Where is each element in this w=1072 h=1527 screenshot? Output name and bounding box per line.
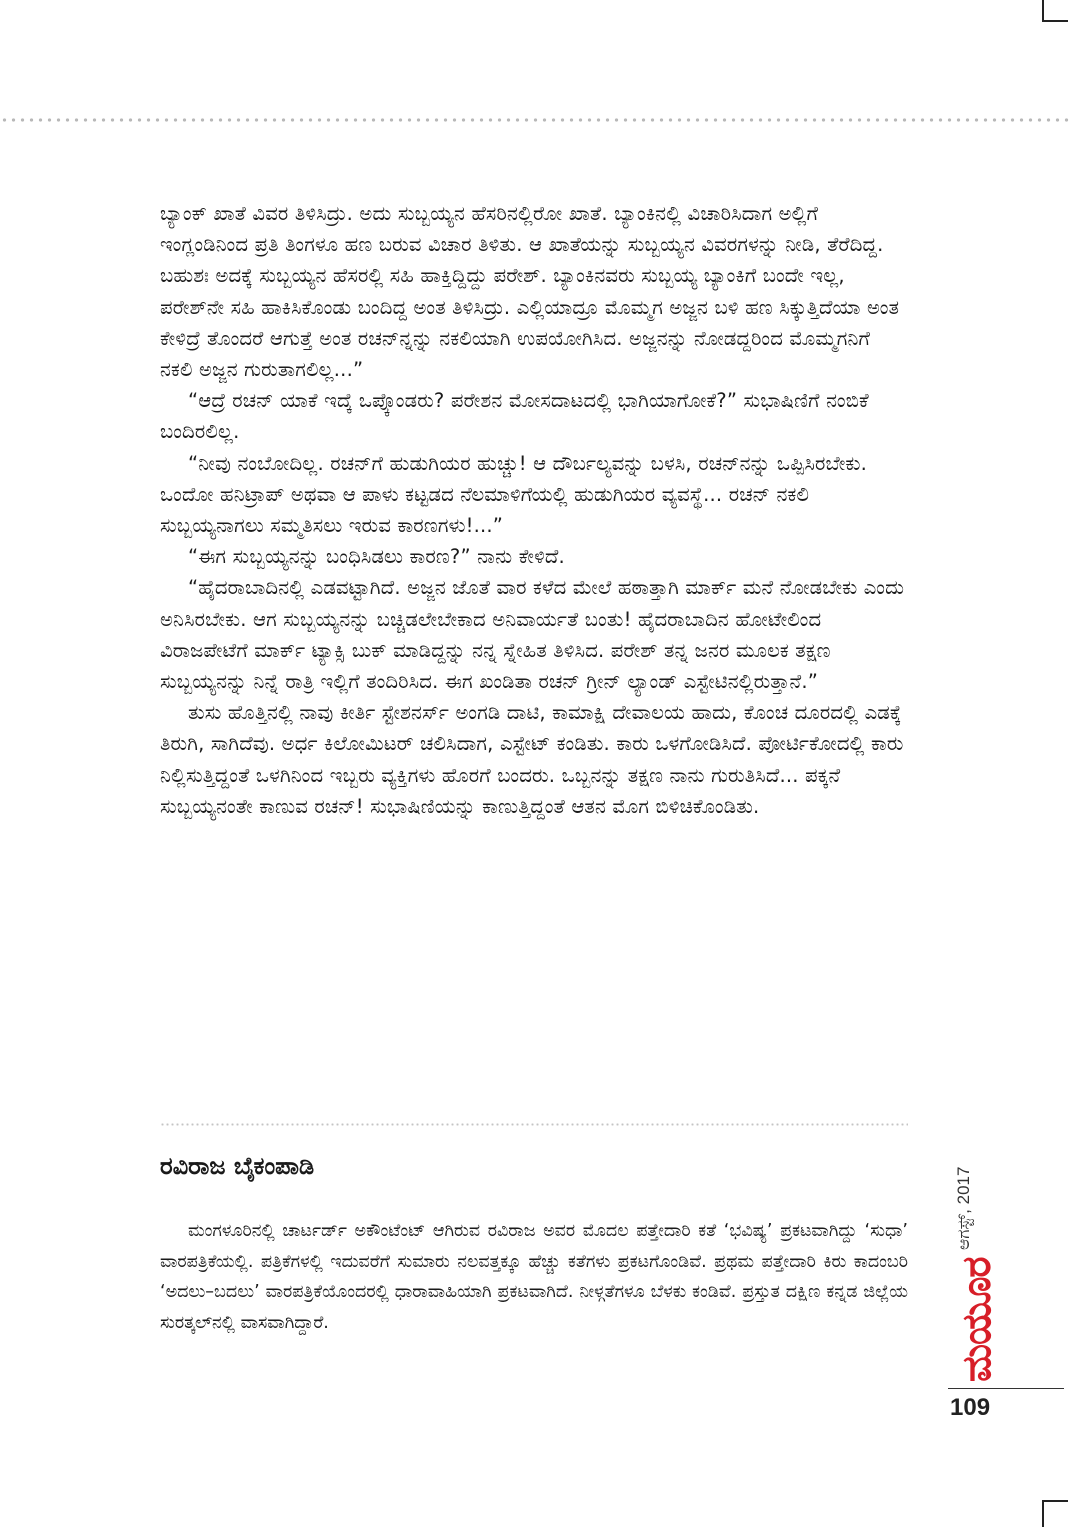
story-paragraph-6: ತುಸು ಹೊತ್ತಿನಲ್ಲಿ ನಾವು ಕೀರ್ತಿ ಸ್ಟೇಶನರ್ಸ್ ಅಂಗಡಿ ದಾಟಿ, ಕಾಮಾಕ್ಷಿ ದೇವಾಲಯ ಹಾದು, ಕೊಂಚ ದೂರದಲ್ಲಿ ಎಡಕ್ಕೆ ತಿರುಗಿ, ಸಾಗಿದೆವು. ಅರ್ಧ ಕಿಲೋಮಿಟರ್ ಚಲಿಸಿದಾಗ, ಎಸ್ಟೇಟ್ ಕಂಡಿತು. ಕಾರು ಒಳಗೋಡಿಸಿದೆ. ಪೋರ್ಟಿಕೋದಲ್ಲಿ ಕಾರು ನಿಲ್ಲಿಸುತ್ತಿದ್ದಂತೆ ಒಳಗಿನಿಂದ ಇಬ್ಬರು ವ್ಯಕ್ತಿಗಳು ಹೊರಗೆ ಬಂದರು. ಒಬ್ಬನನ್ನು ತಕ್ಷಣ ನಾನು ಗುರುತಿಸಿದೆ... ಪಕ್ಕನೆ ಸುಬ್ಬಯ್ಯನಂತೇ ಕಾಣುವ ರಚನ್! ಸುಭಾಷಿಣಿಯನ್ನು ಕಾಣುತ್ತಿದ್ದಂತೆ ಆತನ ಮೊಗ ಬಿಳಿಚಿಕೊಂಡಿತು. [160, 701, 904, 818]
author-bio [160, 1216, 908, 1338]
page-number: 109 [950, 1394, 991, 1421]
story-body [160, 198, 908, 822]
story-paragraph-4: “ಈಗ ಸುಬ್ಬಯ್ಯನನ್ನು ಬಂಧಿಸಿಡಲು ಕಾರಣ?” ನಾನು ಕೇಳಿದೆ. [188, 545, 565, 569]
magazine-sidebar [940, 1120, 1064, 1380]
dotted-header-divider [0, 118, 1072, 122]
story-paragraph-2: “ಆದ್ರೆ ರಚನ್ ಯಾಕೆ ಇದ್ಕೆ ಒಪ್ಕೊಂಡರು? ಪರೇಶನ ಮೋಸದಾಟದಲ್ಲಿ ಭಾಗಿಯಾಗೋಕೆ?” ಸುಭಾಷಿಣಿಗೆ ನಂಬಿಕೆ ಬಂದಿರಲಿಲ್ಲ. [160, 389, 869, 444]
author-section-divider [160, 1123, 908, 1126]
crop-mark-top-right [1042, 0, 1068, 22]
author-bio-text: ಮಂಗಳೂರಿನಲ್ಲಿ ಚಾರ್ಟರ್ಡ್ ಅಕೌಂಟೆಂಟ್ ಆಗಿರುವ ರವಿರಾಜ ಅವರ ಮೊದಲ ಪತ್ತೇದಾರಿ ಕತೆ ‘ಭವಿಷ್ಯ’ ಪ್ರಕಟವಾಗಿದ್ದು ‘ಸುಧಾ’ ವಾರಪತ್ರಿಕೆಯಲ್ಲಿ. ಪತ್ರಿಕೆಗಳಲ್ಲಿ ಇದುವರೆಗೆ ಸುಮಾರು ನಲವತ್ತಕ್ಕೂ ಹೆಚ್ಚು ಕತೆಗಳು ಪ್ರಕಟಗೊಂಡಿವೆ. ಪ್ರಥಮ ಪತ್ತೇದಾರಿ ಕಿರು ಕಾದಂಬರಿ ‘ಅದಲು–ಬದಲು’ ವಾರಪತ್ರಿಕೆಯೊಂದರಲ್ಲಿ ಧಾರಾವಾಹಿಯಾಗಿ ಪ್ರಕಟವಾಗಿದೆ. ನೀಳ್ಗತೆಗಳೂ ಬೆಳಕು ಕಂಡಿವೆ. ಪ್ರಸ್ತುತ ದಕ್ಷಿಣ ಕನ್ನಡ ಜಿಲ್ಲೆಯ ಸುರತ್ಕಲ್‌ನಲ್ಲಿ ವಾಸವಾಗಿದ್ದಾರೆ. [160, 1221, 908, 1333]
issue-date: ಆಗಸ್ಟ್, 2017 [954, 1166, 973, 1250]
author-name: ರವಿರಾಜ ಬೈಕಂಪಾಡಿ [160, 1152, 315, 1180]
crop-mark-bottom-right [1042, 1500, 1068, 1527]
story-paragraph-3: “ನೀವು ನಂಬೋದಿಲ್ಲ. ರಚನ್‌ಗೆ ಹುಡುಗಿಯರ ಹುಚ್ಚು! ಆ ದೌರ್ಬಲ್ಯವನ್ನು ಬಳಸಿ, ರಚನ್‌ನನ್ನು ಒಪ್ಪಿಸಿರಬೇಕು. ಒಂದೋ ಹನಿಟ್ರಾಪ್ ಅಥವಾ ಆ ಪಾಳು ಕಟ್ಟಡದ ನೆಲಮಾಳಿಗೆಯಲ್ಲಿ ಹುಡುಗಿಯರ ವ್ಯವಸ್ಥೆ... ರಚನ್ ನಕಲಿ ಸುಬ್ಬಯ್ಯನಾಗಲು ಸಮ್ಮತಿಸಲು ಇರುವ ಕಾರಣಗಳು!...” [160, 451, 867, 538]
story-paragraph-1: ಬ್ಯಾಂಕ್ ಖಾತೆ ವಿವರ ತಿಳಿಸಿದ್ರು. ಅದು ಸುಬ್ಬಯ್ಯನ ಹೆಸರಿನಲ್ಲಿರೋ ಖಾತೆ. ಬ್ಯಾಂಕಿನಲ್ಲಿ ವಿಚಾರಿಸಿದಾಗ ಅಲ್ಲಿಗೆ ಇಂಗ್ಲಂಡಿನಿಂದ ಪ್ರತಿ ತಿಂಗಳೂ ಹಣ ಬರುವ ವಿಚಾರ ತಿಳಿತು. ಆ ಖಾತೆಯನ್ನು ಸುಬ್ಬಯ್ಯನ ವಿವರಗಳನ್ನು ನೀಡಿ, ತೆರೆದಿದ್ದ. ಬಹುಶಃ ಅದಕ್ಕೆ ಸುಬ್ಬಯ್ಯನ ಹೆಸರಲ್ಲಿ ಸಹಿ ಹಾಕ್ತಿದ್ದಿದ್ದು ಪರೇಶ್. ಬ್ಯಾಂಕಿನವರು ಸುಬ್ಬಯ್ಯ ಬ್ಯಾಂಕಿಗೆ ಬಂದೇ ಇಲ್ಲ, ಪರೇಶ್‌ನೇ ಸಹಿ ಹಾಕಿಸಿಕೊಂಡು ಬಂದಿದ್ದ ಅಂತ ತಿಳಿಸಿದ್ರು. ಎಲ್ಲಿಯಾದ್ರೂ ಮೊಮ್ಮಗ ಅಜ್ಜನ ಬಳಿ ಹಣ ಸಿಕ್ಕುತ್ತಿದೆಯಾ ಅಂತ ಕೇಳಿದ್ರೆ ತೊಂದರೆ ಆಗುತ್ತೆ ಅಂತ ರಚನ್‌ನ್ನನ್ನು ನಕಲಿಯಾಗಿ ಉಪಯೋಗಿಸಿದ. ಅಜ್ಜನನ್ನು ನೋಡದ್ದರಿಂದ ಮೊಮ್ಮಗನಿಗೆ ನಕಲಿ ಅಜ್ಜನ ಗುರುತಾಗಲಿಲ್ಲ...” [160, 202, 900, 382]
story-paragraph-5: “ಹೈದರಾಬಾದಿನಲ್ಲಿ ಎಡವಟ್ಟಾಗಿದೆ. ಅಜ್ಜನ ಜೊತೆ ವಾರ ಕಳೆದ ಮೇಲೆ ಹಠಾತ್ತಾಗಿ ಮಾರ್ಕ್ ಮನೆ ನೋಡಬೇಕು ಎಂದು ಅನಿಸಿರಬೇಕು. ಆಗ ಸುಬ್ಬಯ್ಯನನ್ನು ಬಚ್ಚಿಡಲೇಬೇಕಾದ ಅನಿವಾರ್ಯತೆ ಬಂತು! ಹೈದರಾಬಾದಿನ ಹೋಟೇಲಿಂದ ವಿರಾಜಪೇಟೆಗೆ ಮಾರ್ಕ್ ಟ್ಯಾಕ್ಸಿ ಬುಕ್ ಮಾಡಿದ್ದನ್ನು ನನ್ನ ಸ್ನೇಹಿತ ತಿಳಿಸಿದ. ಪರೇಶ್ ತನ್ನ ಜನರ ಮೂಲಕ ತಕ್ಷಣ ಸುಬ್ಬಯ್ಯನನ್ನು ನಿನ್ನೆ ರಾತ್ರಿ ಇಲ್ಲಿಗೆ ತಂದಿರಿಸಿದ. ಈಗ ಖಂಡಿತಾ ರಚನ್ ಗ್ರೀನ್ ಲ್ಯಾಂಡ್ ಎಸ್ಟೇಟಿನಲ್ಲಿರುತ್ತಾನೆ.” [160, 576, 905, 694]
magazine-logo: ಮಯೂರ [954, 1257, 1000, 1382]
page-number-rule [948, 1388, 1064, 1389]
